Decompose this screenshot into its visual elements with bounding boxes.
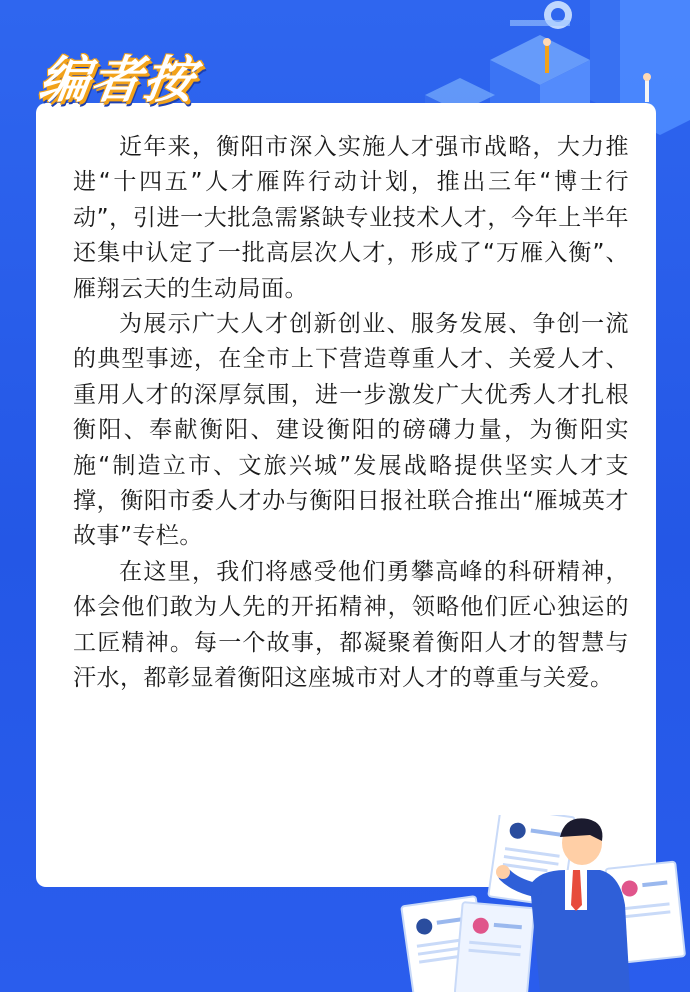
- page-title: 编者按: [35, 51, 200, 109]
- article-paragraph: 在这里，我们将感受他们勇攀高峰的科研精神，体会他们敢为人先的开拓精神，领略他们匠心独运的工匠精神。每一个故事，都凝聚着衡阳人才的智慧与汗水，都彰显着衡阳这座城市对人才的尊重与关爱。: [73, 558, 629, 692]
- article-card: [36, 103, 656, 887]
- person-illustration-icon: [390, 815, 690, 992]
- article-body: [73, 130, 629, 697]
- article-paragraph: 为展示广大人才创新创业、服务发展、争创一流的典型事迹，在全市上下营造尊重人才、关爱人才、重用人才的深厚氛围，进一步激发广大优秀人才扎根衡阳、奉献衡阳、建设衡阳的磅礴力量，为衡阳实施“制造立市、文旅兴城”发展战略提供坚实人才支撑，衡阳市委人才办与衡阳日报社联合推出“雁城英才故事”专栏。: [73, 311, 629, 550]
- article-paragraph: 近年来，衡阳市深入实施人才强市战略，大力推进“十四五”人才雁阵行动计划，推出三年“博士行动”，引进一大批急需紧缺专业技术人才，今年上半年还集中认定了一批高层次人才，形成了“万雁入衡”、雁翔云天的生动局面。: [73, 134, 629, 302]
